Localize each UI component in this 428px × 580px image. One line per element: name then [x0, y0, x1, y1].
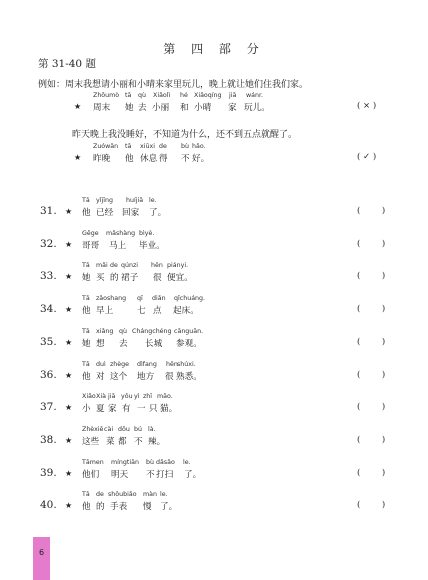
chinese-word: 哥哥 — [82, 241, 100, 251]
chinese-word: 昨晚 — [93, 154, 111, 164]
answer-bracket: ( ) — [357, 239, 386, 249]
pinyin-syllable: zǎoshang — [96, 295, 127, 302]
star-icon: ★ — [65, 272, 73, 281]
pinyin-syllable: hěn — [151, 262, 163, 269]
pinyin-syllable: diǎn — [152, 295, 166, 302]
star-icon: ★ — [65, 207, 73, 216]
chinese-word: 的 — [96, 502, 105, 512]
chinese-word: 长城 — [145, 339, 163, 349]
chinese-word: 小 — [82, 404, 91, 414]
pinyin-syllable: xiǎng — [96, 328, 114, 335]
pinyin-syllable: hé — [180, 92, 188, 99]
chinese-word: 打扫 — [156, 470, 174, 480]
question-number: 39. — [40, 467, 57, 479]
pinyin-syllable: yǒu — [121, 393, 133, 400]
chinese-word: 她 — [125, 103, 134, 113]
pinyin-syllable: bú — [134, 426, 142, 433]
chinese-word: 夏 — [96, 404, 105, 414]
pinyin-syllable: Gēge — [82, 230, 99, 237]
chinese-word: 明天 — [111, 470, 129, 480]
chinese-word: 慢 — [143, 502, 152, 512]
pinyin-syllable: Tā — [82, 361, 90, 368]
chinese-word: 马上 — [109, 241, 127, 251]
chinese-word: 对 — [96, 372, 105, 382]
chinese-word: 得 — [159, 154, 168, 164]
chinese-word: 好。 — [192, 154, 210, 164]
pinyin-syllable: màn — [143, 491, 157, 498]
pinyin-syllable: Zuówǎn — [93, 143, 119, 150]
example-intro: 例如：周末我想请小丽和小晴来家里玩儿，晚上就让她们住我们家。 — [38, 80, 309, 90]
pinyin-syllable: Xiǎoqíng — [194, 92, 222, 99]
pinyin-syllable: māo. — [157, 393, 173, 400]
chinese-word: 都 — [118, 437, 127, 447]
pinyin-syllable: zhège — [110, 361, 130, 368]
question-number: 40. — [40, 499, 57, 511]
pinyin-syllable: Xiǎo — [82, 393, 96, 400]
chinese-word: 去 — [138, 103, 147, 113]
pinyin-syllable: dǎsǎo — [156, 459, 175, 466]
chinese-word: 裙子 — [121, 273, 139, 283]
question-range: 第 31-40 题 — [38, 58, 96, 70]
answer-bracket: ( ) — [357, 402, 386, 412]
answer-bracket: ( ) — [357, 206, 386, 216]
pinyin-syllable: de — [96, 491, 104, 498]
chinese-word: 起床。 — [173, 306, 199, 316]
answer-bracket: ( × ) — [357, 101, 377, 111]
chinese-word: 早上 — [96, 306, 114, 316]
chinese-word: 不 — [181, 154, 190, 164]
pinyin-syllable: Tā — [82, 262, 90, 269]
chinese-word: 点 — [153, 306, 162, 316]
pinyin-syllable: míngtiān — [111, 459, 139, 466]
chinese-word: 的 — [110, 273, 119, 283]
chinese-word: 毕业。 — [139, 241, 165, 251]
chinese-word: 小晴 — [194, 103, 212, 113]
star-icon: ★ — [65, 501, 73, 510]
chinese-word: 手表 — [110, 502, 128, 512]
chinese-word: 猫。 — [160, 404, 178, 414]
question-number: 31. — [40, 205, 57, 217]
pinyin-syllable: yì — [134, 393, 140, 400]
answer-bracket: ( ) — [357, 468, 386, 478]
star-icon: ★ — [65, 371, 73, 380]
pinyin-syllable: là. — [148, 426, 156, 433]
question-number: 36. — [40, 369, 57, 381]
chinese-word: 有 — [122, 404, 131, 414]
chinese-word: 已经 — [96, 208, 114, 218]
chinese-word: 便宜。 — [167, 273, 193, 283]
pinyin-syllable: xiūxi — [140, 143, 155, 150]
pinyin-syllable: de — [110, 262, 118, 269]
answer-bracket: ( ) — [357, 337, 386, 347]
chinese-word: 回家 — [122, 208, 140, 218]
question-number: 34. — [40, 303, 57, 315]
pinyin-syllable: tā — [125, 92, 132, 99]
pinyin-syllable: Tāmen — [82, 459, 104, 466]
chinese-word: 参观。 — [176, 339, 202, 349]
answer-bracket: ( ) — [357, 271, 386, 281]
pinyin-syllable: qúnzi — [121, 262, 139, 269]
chinese-word: 他 — [82, 372, 91, 382]
question-number: 33. — [40, 270, 57, 282]
chinese-word: 了。 — [160, 502, 178, 512]
chinese-word: 他 — [82, 306, 91, 316]
pinyin-syllable: wánr. — [246, 92, 264, 99]
pinyin-syllable: le. — [149, 197, 157, 204]
pinyin-syllable: shǒubiǎo — [108, 491, 137, 498]
chinese-word: 了。 — [149, 208, 167, 218]
chinese-word: 一 — [137, 404, 146, 414]
chinese-word: 他 — [82, 208, 91, 218]
star-icon: ★ — [65, 436, 73, 445]
pinyin-syllable: Tā — [82, 295, 90, 302]
answer-bracket: ( ) — [357, 304, 386, 314]
pinyin-syllable: tā — [125, 143, 132, 150]
pinyin-syllable: Chángchéng — [132, 328, 172, 335]
pinyin-syllable: Xiǎolì — [153, 92, 171, 99]
pinyin-syllable: qù — [138, 92, 146, 99]
pinyin-syllable: yǐjīng — [96, 197, 113, 204]
pinyin-syllable: Zhèxiē — [82, 426, 104, 433]
pinyin-syllable: bìyè. — [139, 230, 155, 237]
chinese-word: 这些 — [82, 437, 100, 447]
answer-bracket: ( ) — [357, 370, 386, 380]
pinyin-syllable: Tā — [82, 328, 90, 335]
chinese-word: 熟悉。 — [176, 372, 202, 382]
chinese-word: 辣。 — [148, 437, 166, 447]
section-title: 第 四 部 分 — [163, 42, 265, 56]
pinyin-syllable: mǎshàng — [106, 230, 136, 237]
chinese-word: 小丽 — [152, 103, 170, 113]
pinyin-syllable: qǐchuáng. — [174, 295, 206, 302]
chinese-word: 买 — [96, 273, 105, 283]
question-number: 37. — [40, 401, 57, 413]
pinyin-syllable: zhī — [143, 393, 153, 400]
pinyin-syllable: duì — [96, 361, 106, 368]
pinyin-syllable: piányi. — [167, 262, 189, 269]
star-icon: ★ — [65, 403, 73, 412]
pinyin-syllable: Tā — [82, 491, 90, 498]
chinese-word: 菜 — [106, 437, 115, 447]
chinese-word: 去 — [119, 339, 128, 349]
chinese-word: 玩儿。 — [244, 103, 270, 113]
pinyin-syllable: qù — [119, 328, 127, 335]
chinese-word: 只 — [149, 404, 158, 414]
page-number: 6 — [39, 548, 45, 557]
pinyin-syllable: bù — [181, 143, 189, 150]
answer-bracket: ( ✓ ) — [357, 152, 377, 162]
chinese-word: 了。 — [184, 470, 202, 480]
pinyin-syllable: hěn — [166, 361, 178, 368]
pinyin-syllable: cānguān. — [174, 328, 204, 335]
pinyin-syllable: le. — [183, 459, 191, 466]
chinese-word: 七 — [137, 306, 146, 316]
chinese-word: 这个 — [110, 372, 128, 382]
chinese-word: 周末 — [93, 103, 111, 113]
star-icon: ★ — [65, 338, 73, 347]
pinyin-syllable: Tā — [82, 197, 90, 204]
pinyin-syllable: hǎo. — [192, 143, 206, 150]
chinese-word: 家 — [228, 103, 237, 113]
pinyin-syllable: bù — [146, 459, 154, 466]
pinyin-syllable: le. — [160, 491, 168, 498]
chinese-word: 地方 — [137, 372, 155, 382]
example-context-sentence: 昨天晚上我没睡好，不知道为什么，还不到五点就醒了。 — [72, 130, 298, 140]
pinyin-syllable: Zhōumò — [93, 92, 120, 99]
pinyin-syllable: cài — [104, 426, 114, 433]
star-icon: ★ — [74, 153, 82, 162]
chinese-word: 他们 — [82, 470, 100, 480]
chinese-word: 她 — [82, 273, 91, 283]
pinyin-syllable: dìfang — [137, 361, 157, 368]
chinese-word: 很 — [153, 273, 162, 283]
chinese-word: 休息 — [140, 154, 158, 164]
answer-bracket: ( ) — [357, 435, 386, 445]
question-number: 35. — [40, 336, 57, 348]
answer-bracket: ( ) — [357, 500, 386, 510]
page-number-tab — [33, 537, 50, 580]
star-icon: ★ — [65, 240, 73, 249]
chinese-word: 很 — [165, 372, 174, 382]
question-number: 38. — [40, 434, 57, 446]
chinese-word: 她 — [82, 339, 91, 349]
pinyin-syllable: qī — [137, 295, 143, 302]
chinese-word: 和 — [180, 103, 189, 113]
star-icon: ★ — [65, 305, 73, 314]
chinese-word: 他 — [82, 502, 91, 512]
chinese-word: 不 — [146, 470, 155, 480]
pinyin-syllable: de — [159, 143, 167, 150]
star-icon: ★ — [74, 102, 82, 111]
pinyin-syllable: mǎi — [96, 262, 108, 269]
pinyin-syllable: dōu — [118, 426, 130, 433]
pinyin-syllable: jiā — [108, 393, 116, 400]
pinyin-syllable: Xià — [96, 393, 106, 400]
star-icon: ★ — [65, 469, 73, 478]
chinese-word: 不 — [134, 437, 143, 447]
chinese-word: 家 — [108, 404, 117, 414]
chinese-word: 想 — [96, 339, 105, 349]
chinese-word: 他 — [125, 154, 134, 164]
pinyin-syllable: huíjiā — [126, 197, 144, 204]
pinyin-syllable: shúxi. — [177, 361, 196, 368]
question-number: 32. — [40, 238, 57, 250]
pinyin-syllable: jiā — [229, 92, 237, 99]
